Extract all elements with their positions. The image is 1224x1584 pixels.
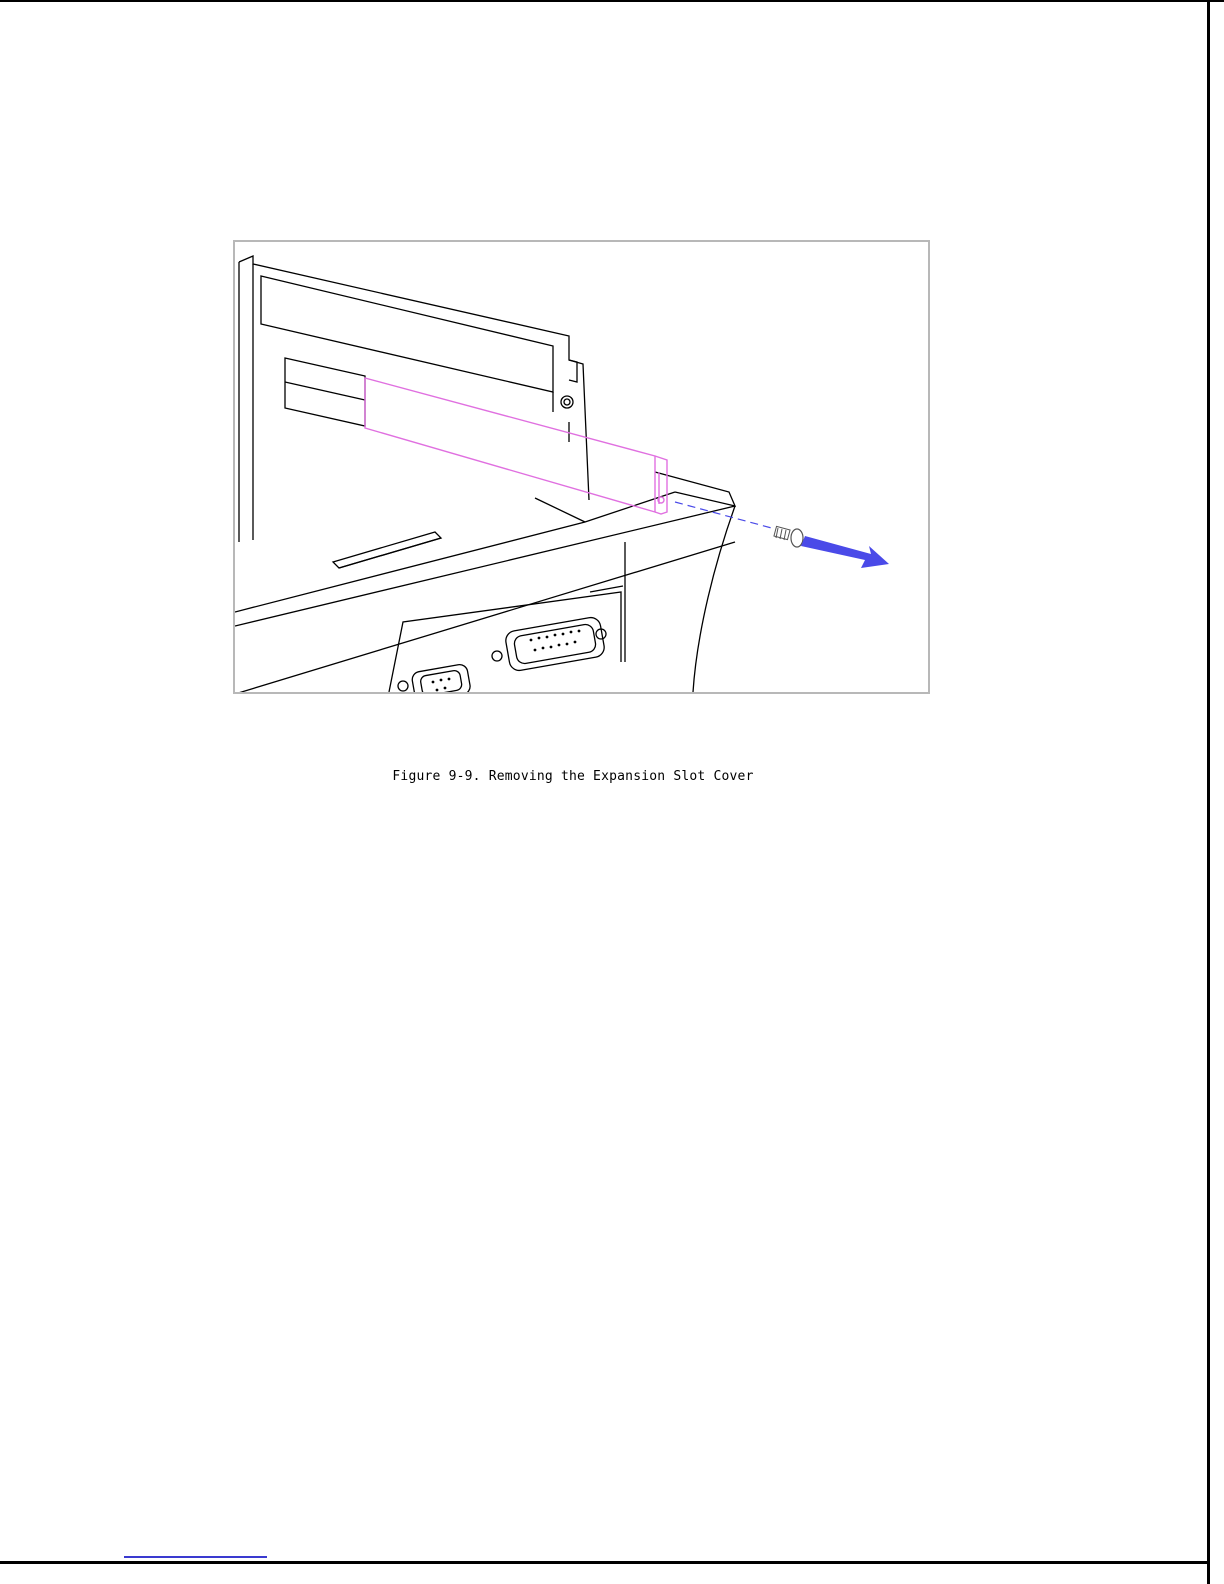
footer-link[interactable] — [124, 1556, 267, 1558]
removal-arrow-icon — [801, 536, 889, 568]
page-bottom-border — [0, 1561, 1210, 1564]
page-right-border — [1207, 0, 1210, 1584]
chassis-lines — [235, 256, 735, 692]
figure-illustration — [233, 240, 930, 694]
page-top-border — [0, 0, 1224, 2]
screw-icon — [774, 526, 803, 547]
figure-caption: Figure 9-9. Removing the Expansion Slot Cover — [392, 769, 754, 784]
expansion-slot-diagram — [235, 242, 928, 692]
expansion-slot-cover — [365, 378, 667, 514]
